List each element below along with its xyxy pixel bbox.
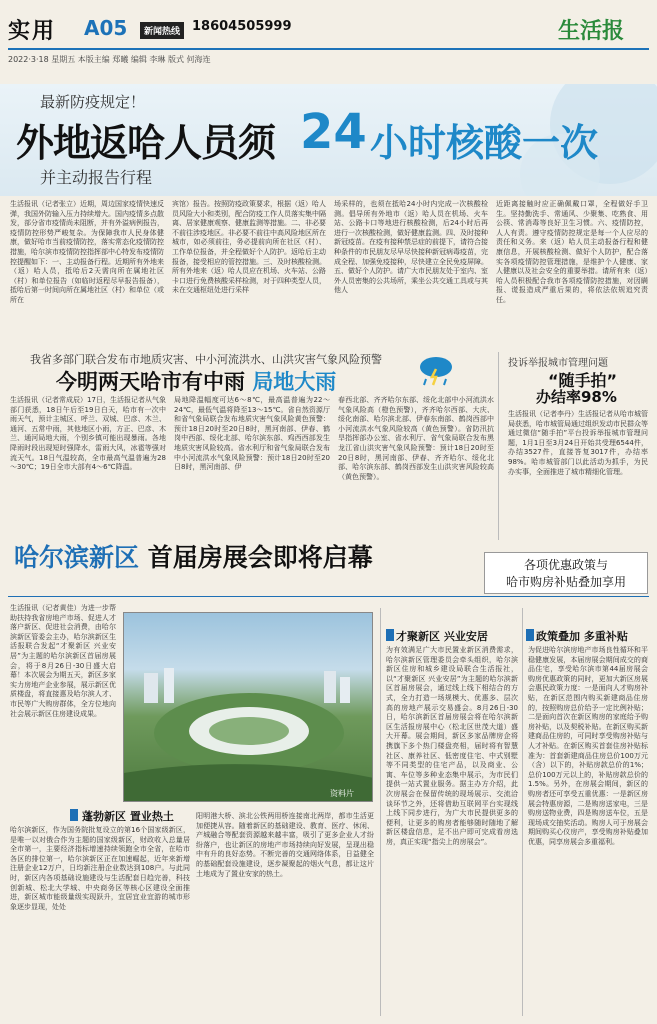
article1-col1: 生活报讯（记者张立）近期，周边国家疫情快速反弹，我国外防输入压力持续增大。国内疫情多点散发，部分省市疫情尚未阻断，并有外溢病例报告，疫情防控形势严峻复杂。为保障我市人民身体健康，做好哈市当前疫情防控，落实常态化疫情防控措施，哈尔滨市疫情防控指挥部中心特发布疫情防控提醒如下：一、主动报备行程。近期所有外地来（返）哈人员，抵哈后2天需向所在属地社区（村）和单位报告（如临时返程尽早报告报备），抵哈后第一时间向所在属地社区（村）和单位（或所在 bbox=[10, 200, 164, 304]
subhead3-marker bbox=[526, 629, 534, 641]
sidebar-text: 生活报讯（记者李丹）生活报记者从哈市城管局获悉，哈市城管局通过组织发动市民群众等通过微信“随手拍”平台投诉举报城市管理问题，1月1日至3月24日开始共受理6544件，办结3527件，直接答复3017件，办结率98%。哈市城管部门以此活动为抓手，为民办实事，全面推进了城市精细化管理。 bbox=[508, 410, 648, 476]
new-district-aerial-photo bbox=[123, 612, 373, 802]
hotline-label: 新闻热线 bbox=[140, 22, 184, 39]
banner-subline: 并主动报告行程 bbox=[40, 168, 153, 187]
sidebar-headline-1: “随手拍” bbox=[548, 371, 618, 390]
header-divider bbox=[8, 48, 649, 50]
article3-sub2-text: 为有效满足广大市民置业新区消费需求，哈尔滨新区管理委员会牵头组织，哈尔滨新区住房和城乡建设局联合生活报社，以“才聚新区 兴业安居”为主题的哈尔滨新区首届房展会，通过线上线下相结合的方式，全力打造一场规模大、优惠多、层次高的房地产展示交易盛会。8月26日-30日，哈尔滨新区首届房展会将在哈尔滨新区生活报房展中心（松北区世茂大道）盛大开幕。展会期间，新区多家品牌房企将携旗下多个热门楼盘亮相，届时将有智慧社区、康养社区、低密度住宅、中式别墅等不同类型的住宅产品，以及商业、公寓、车位等多种业态集中展示，为市民们提供一站式置业服务。据主办方介绍，此次房展会在保留传统的现场展示、交流洽谈环节之外，还将借助互联网平台实现线上线下同步进行，为广大市民提供更多的便利，让更多的购房者能够随时随地了解新区楼盘信息，足不出户即可完成看房选房，真正实现“指尖上的房展会”。 bbox=[386, 646, 518, 846]
subhead1-marker bbox=[70, 809, 78, 821]
article3-headline bbox=[14, 538, 373, 574]
column-divider-2 bbox=[522, 608, 523, 1016]
page-number: A05 bbox=[84, 16, 128, 40]
article3-subhead3: 政策叠加 多重补贴 bbox=[536, 630, 628, 643]
article2-kicker: 我省多部门联合发布市地质灾害、中小河流洪水、山洪灾害气象风险预警 bbox=[30, 353, 382, 366]
article3-tag-box bbox=[484, 552, 648, 594]
article3-subhead1: 蓬勃新区 置业热土 bbox=[82, 810, 174, 823]
article3-intro: 生活报讯（记者黄佳）为进一步帮助扶持我省房地产市场、促进人才落户新区、促进社会消费，由哈尔滨新区管委会主办，哈尔滨新区生活报联合发起“才聚新区 兴业安居”为主题的哈尔滨新区首届房展会，将于8月26日-30日盛大启幕！本次展会为期五天，新区多家实力房地产企业参展，展示新区优质楼盘，将直接惠及哈尔滨人才、市民等广大购房群体，全方位地向社会展示新区住房建设成果。 bbox=[10, 604, 116, 718]
sidebar-kicker: 投诉举报城市管理问题 bbox=[508, 358, 608, 369]
banner-headline-main: 外地返哈人员须 bbox=[16, 121, 276, 165]
banner-headline-hours: 24 bbox=[300, 104, 367, 160]
sidebar-divider bbox=[498, 352, 499, 540]
article2-headline-main: 今明两天哈市有中雨 bbox=[56, 370, 245, 394]
banner-kicker: 最新防疫规定！ bbox=[40, 93, 146, 111]
article2-col1: 生活报讯（记者常成辰）17日，生活报记者从气象部门获悉，18日午后至19日白天，哈市有一次中雨天气，预计主城区、呼兰、双城、巴彦、木兰、通河、五常中雨，其他地区小雨，方正、巴彦、木兰、通河局地大雨，个别乡镇可能出现暴雨。各地降雨时段出现短时强降水，雷雨大风，冰雹等强对流天气。18日气温较高，全市最高气温普遍为28～30℃；19日全市大部有4～6℃降温。 bbox=[10, 396, 166, 472]
photo-illustration bbox=[124, 613, 373, 802]
article3-tag-line1: 各项优惠政策与 bbox=[523, 558, 608, 572]
article2-headline-accent: 局地大雨 bbox=[252, 370, 337, 394]
article3-divider bbox=[8, 596, 649, 597]
rain-cloud-icon bbox=[416, 355, 456, 389]
newspaper-logo: 生活报 bbox=[558, 18, 625, 44]
article3-subhead2: 才聚新区 兴业安居 bbox=[396, 630, 488, 643]
column-divider-1 bbox=[380, 608, 381, 1016]
article3-headline-black: 首届房展会即将启幕 bbox=[147, 543, 373, 572]
article3-sub3-text: 为促进哈尔滨房地产市场良性循环和平稳健康发展，本届房展会期间成交的商品住宅，享受哈尔滨市第44届房展会购房优惠政策的同时，更加大新区房展会惠民政策力度：一是面向人才购房补贴，在新区范围内购买新建商品住房的，按照购房总价给予一定比例补贴；二是面向首次在新区购房的家庭给予购房补贴，以及契税补贴。在新区购买新建商品住房的，可同时享受购房补贴与人才补贴。在新区购买首套住房补贴标准为：首套新建商品住房总价100万元（含）以下的，补贴房款总价的1%；总价100万元以上的，补贴房款总价的1.5%。另外，在房展会期间，新区的购房者还可享受五重优惠：一是新区房展会特惠房源，二是购房送家电，三是购房送物业费，四是购房送车位，五是现场成交抽奖活动。购房人可于房展会期间购买心仪房产，享受购房补贴叠加优惠，同享房展会多重福利。 bbox=[528, 646, 648, 846]
sidebar-headline-2: 办结率98% bbox=[536, 388, 617, 406]
article2-col2: 局地降温幅度可达6～8℃，最高温普遍为22～24℃，最低气温将降至13～15℃。省自然资源厅和省气象局联合发布地质灾害气象风险黄色预警：预计18日20时至20日8时，黑河南部、伊春、鹤岗中西部、绥化北部、哈尔滨东部、鸡西西部发生地质灾害风险较高。省水利厅和省气象局联合发布中小河流洪水气象风险预警：预计18日20时至20日8时，黑河南部、伊 bbox=[174, 396, 330, 472]
article3-tag-line2: 哈市购房补贴叠加享用 bbox=[505, 575, 626, 589]
photo-caption: 资料片 bbox=[330, 789, 354, 798]
article2-headline bbox=[56, 366, 336, 396]
article1-col2: 宾馆）报告。按照防疫政策要求，根据（返）哈人员风险大小和类别，配合防疫工作人员落实集中隔离、居家健康观察、健康监测等措施。二、非必要不前往涉疫地区。非必要不前往中高风险地区所在城市，如必须前往，务必提前向所在社区（村）、工作单位报备，并全程做好个人防护。返哈后主动报备，接受相应的管控措施。三、及时核酸检测。所有外地来（返）哈人员应在机场、火车站、公路卡口进行免费核酸采样检测，对于四种类型人员，未在交通枢纽处进行采样 bbox=[172, 200, 326, 295]
hotline-number: 18604505999 bbox=[192, 19, 292, 34]
issue-meta: 2022·3·18 星期五 本版主编 郑曦 编辑 李琳 版式 何海连 bbox=[8, 55, 211, 64]
article1-col3: 场采样的，也须在抵哈24小时内完成一次核酸检测。倡导所有外地市（返）哈人员在机场、火车站、公路卡口等地进行核酸检测，后24小时后再进行一次核酸检测，做好健康监测。四、及时接种新冠疫苗。在疫有接种禁忌症的前提下，请符合接种条件的市民朋友尽早尽快接种新冠病毒疫苗，完成全程、加强免疫接种，尽快建立全民免疫屏障。五、做好个人防护。请广大市民朋友处于室内、室外人员密集的公共场所，乘坐公共交通工具或与其他人 bbox=[334, 200, 488, 295]
article3-sub1-col1: 哈尔滨新区，作为国务院批复设立的第16个国家级新区，是唯一以对俄合作为主题的国家级新区，财政收入总量居全市第一，主要经济指标增速持续领跑全市全省，在哈市各区的排位第一，哈尔滨新区正在加速崛起，近年来新增注册企业12万户，日均新注册企业数达到108户。与此同时，新区内各项基础设施建设与生活配套日趋完善，科技创新城、松北大学城、中央商务区等核心区建设全面推进，新区城市能级量级实现跃升，宜居宜业宜游的城市形象逐步显现，处处 bbox=[10, 826, 190, 911]
banner-headline-tail: 小时核酸一次 bbox=[370, 121, 599, 165]
article1-col4: 近距离接触时应正确佩戴口罩，全程做好手卫生。坚持勤洗手、常通风、少聚集、吃熟食、用公筷、常消毒等良好卫生习惯。六、疫情防控，人人有责。遵守疫情防控规定是每一个人应尽的责任和义务。来（返）哈人员主动报备行程和健康信息，开展核酸检测、做好个人防护，配合落实各项疫情防控管理措施，是维护个人健康、家人健康以及社会安全的重要举措。请所有来（返）哈人员积极配合我市各项疫情防控措施，对因瞒报、谎报造成严重后果的，将依法依规追究责任。 bbox=[496, 200, 648, 304]
article3-sub1-col2: 阳明港大桥、滨北公铁两用桥连接南北两岸，都市生活更加便捷从容。随着新区的基础建设、教育、医疗、休闲、产城融合等配套资源越来越丰富，吸引了更多企业人才纷纷落户，也让新区的房地产市场持续向好发展，呈现出稳中有升的良好态势。不断完善的交通网络体系，日益健全的基础配套设施建设，逐步凝聚起的烟火气息，都让这片土地成为了置业安家的热土。 bbox=[196, 812, 374, 878]
subhead2-marker bbox=[386, 629, 394, 641]
article3-headline-blue: 哈尔滨新区 bbox=[14, 543, 140, 572]
section-title: 实用 bbox=[8, 19, 57, 44]
article2-col3: 春西北部、齐齐哈尔东部、绥化北部中小河流洪水气象风险高（橙色预警），齐齐哈尔西部、大庆、绥化南部、哈尔滨北部、伊春东南部、鹤岗西部中小河流洪水气象风险较高（黄色预警）。省防汛抗旱指挥部办公室、省水利厅、省气象局联合发布黑龙江省山洪灾害气象风险预警：预计18日20时至20日8时，黑河南部、伊春、齐齐哈尔、绥化北部、哈尔滨东部、鹤岗西部发生山洪灾害风险较高（黄色预警）。 bbox=[338, 396, 494, 481]
